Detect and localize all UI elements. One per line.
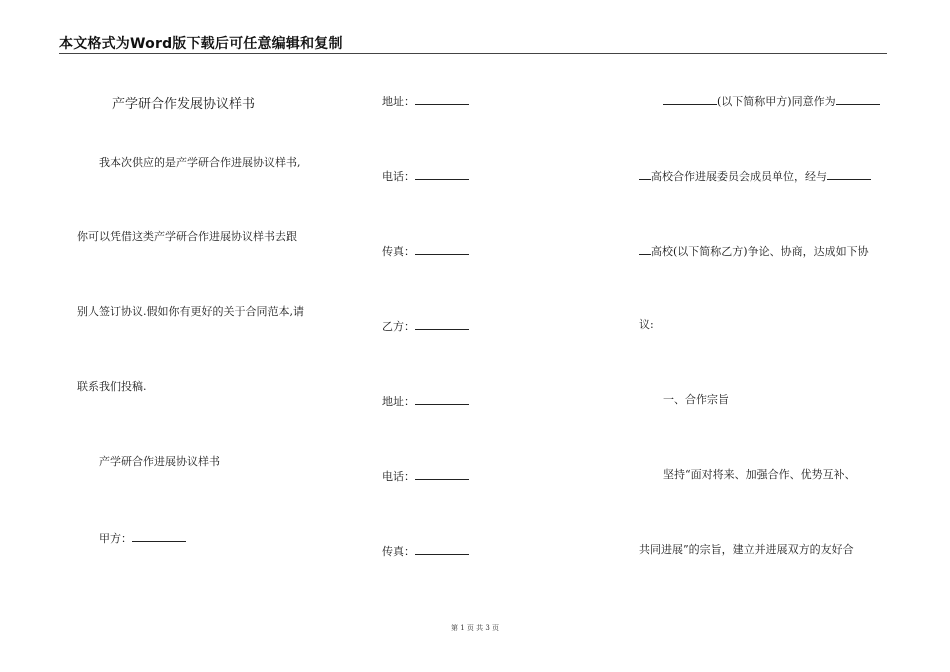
phone-field-1 [382, 168, 469, 184]
party-a-blank [132, 530, 186, 542]
field-blank [415, 93, 469, 105]
agreement-text-2: 高校合作进展委员会成员单位，经与 [651, 170, 827, 183]
party-a-name-blank [663, 93, 717, 105]
header-divider [59, 53, 887, 54]
agreement-line-3 [639, 243, 869, 259]
address-field-1 [382, 93, 469, 109]
intro-line-3: 别人签订协议.假如你有更好的关于合同范本,请 [77, 305, 304, 318]
field-label: 地址： [382, 95, 415, 108]
field-label: 电话： [382, 170, 415, 183]
agreement-line-2 [639, 168, 871, 184]
document-header: 本文格式为Word版下载后可任意编辑和复制 [59, 36, 343, 52]
party-a-field [99, 530, 186, 546]
agreement-text-3: 高校(以下简称乙方)争论、协商，达成如下协 [651, 245, 869, 258]
party-a-label: 甲方： [99, 532, 132, 545]
fax-field-2 [382, 543, 469, 559]
committee-blank [836, 93, 880, 105]
agreement-text-1: (以下简称甲方)同意作为 [717, 95, 836, 108]
intro-line-2: 你可以凭借这类产学研合作进展协议样书去跟 [77, 230, 297, 243]
phone-field-2 [382, 468, 469, 484]
field-blank [415, 543, 469, 555]
address-field-2 [382, 393, 469, 409]
field-blank [415, 468, 469, 480]
university-blank [827, 168, 871, 180]
document-title: 产学研合作发展协议样书 [112, 97, 256, 112]
field-blank [415, 243, 469, 255]
intro-line-1: 我本次供应的是产学研合作进展协议样书, [99, 156, 301, 169]
field-label: 乙方： [382, 320, 415, 333]
field-blank [415, 318, 469, 330]
field-blank [415, 393, 469, 405]
agreement-line-4: 议: [639, 318, 654, 331]
purpose-line-2: 共同进展”的宗旨，建立并进展双方的友好合 [639, 543, 854, 556]
field-label: 地址： [382, 395, 415, 408]
field-label: 传真： [382, 245, 415, 258]
prefix-blank [639, 168, 651, 180]
page-footer: 第 1 页 共 3 页 [450, 624, 500, 632]
field-blank [415, 168, 469, 180]
field-label: 传真： [382, 545, 415, 558]
field-label: 电话： [382, 470, 415, 483]
purpose-line-1: 坚持“面对将来、加强合作、优势互补、 [663, 468, 856, 481]
party-b-field [382, 318, 469, 334]
section-heading-1: 一、合作宗旨 [663, 393, 729, 406]
subtitle-line: 产学研合作进展协议样书 [99, 455, 220, 468]
fax-field-1 [382, 243, 469, 259]
intro-line-4: 联系我们投稿. [77, 380, 147, 393]
prefix-blank [639, 243, 651, 255]
agreement-line-1 [663, 93, 880, 109]
